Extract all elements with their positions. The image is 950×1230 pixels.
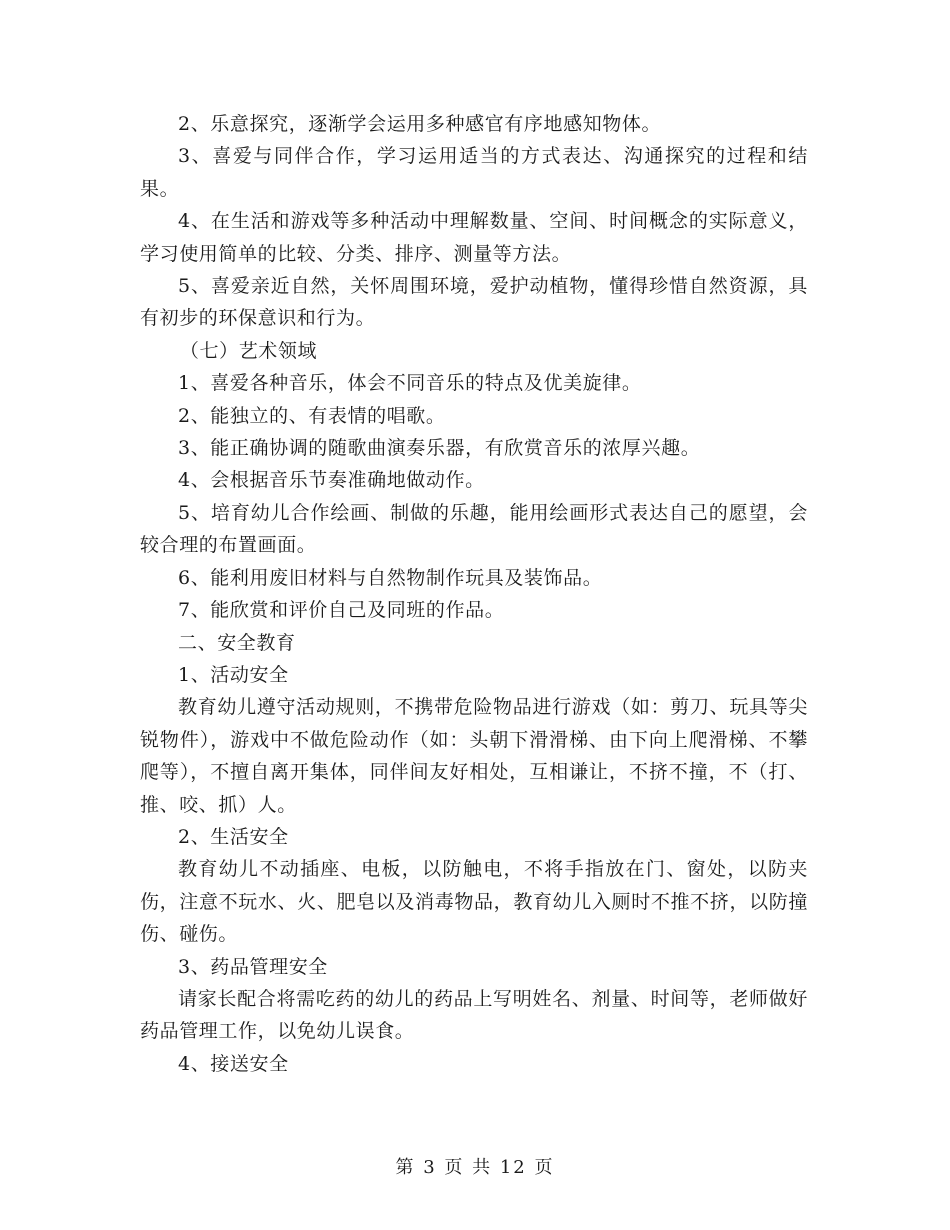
paragraph: 7、能欣赏和评价自己及同班的作品。	[178, 599, 505, 622]
paragraph: 1、喜爱各种音乐，体会不同音乐的特点及优美旋律。	[178, 372, 642, 395]
section-heading-art: （七）艺术领域	[179, 339, 318, 362]
paragraph: 教育幼儿遵守活动规则，不携带危险物品进行游戏（如：剪刀、玩具等尖锐物件），游戏中不做危险动作（如：头朝下滑滑梯、由下向上爬滑梯、不攀爬等），不擅自离开集体，同伴间友好相处，互相谦让，不挤不撞，不（打、推、咬、抓）人。	[140, 696, 808, 816]
paragraph: 5、喜爱亲近自然，关怀周围环境，爱护动植物，懂得珍惜自然资源，具有初步的环保意识和行为。	[140, 275, 808, 330]
paragraph: 3、能正确协调的随歌曲演奏乐器，有欣赏音乐的浓厚兴趣。	[178, 437, 701, 460]
subheading-pickup-safety: 4、接送安全	[178, 1052, 289, 1075]
section-heading-safety: 二、安全教育	[178, 631, 296, 654]
subheading-life-safety: 2、生活安全	[178, 825, 289, 848]
paragraph: 2、乐意探究，逐渐学会运用多种感官有序地感知物体。	[178, 113, 662, 135]
subheading-medicine-safety: 3、药品管理安全	[178, 955, 328, 978]
paragraph: 4、会根据音乐节奏准确地做动作。	[178, 469, 485, 492]
page-number-footer: 第 3 页 共 12 页	[395, 1157, 555, 1178]
paragraph: 2、能独立的、有表情的唱歌。	[178, 404, 446, 427]
document-body	[140, 108, 808, 1080]
paragraph: 请家长配合将需吃药的幼儿的药品上写明姓名、剂量、时间等，老师做好药品管理工作，以免幼儿误食。	[140, 987, 808, 1043]
subheading-activity-safety: 1、活动安全	[178, 663, 289, 686]
paragraph: 5、培育幼儿合作绘画、制做的乐趣，能用绘画形式表达自己的愿望，会较合理的布置画面。	[140, 501, 808, 557]
paragraph: 3、喜爱与同伴合作，学习运用适当的方式表达、沟通探究的过程和结果。	[140, 145, 808, 200]
paragraph: 6、能利用废旧材料与自然物制作玩具及装饰品。	[178, 566, 603, 589]
paragraph: 教育幼儿不动插座、电板，以防触电，不将手指放在门、窗处，以防夹伤，注意不玩水、火、肥皂以及消毒物品，教育幼儿入厕时不推不挤，以防撞伤、碰伤。	[140, 858, 808, 946]
paragraph: 4、在生活和游戏等多种活动中理解数量、空间、时间概念的实际意义，学习使用简单的比较、分类、排序、测量等方法。	[140, 210, 808, 265]
